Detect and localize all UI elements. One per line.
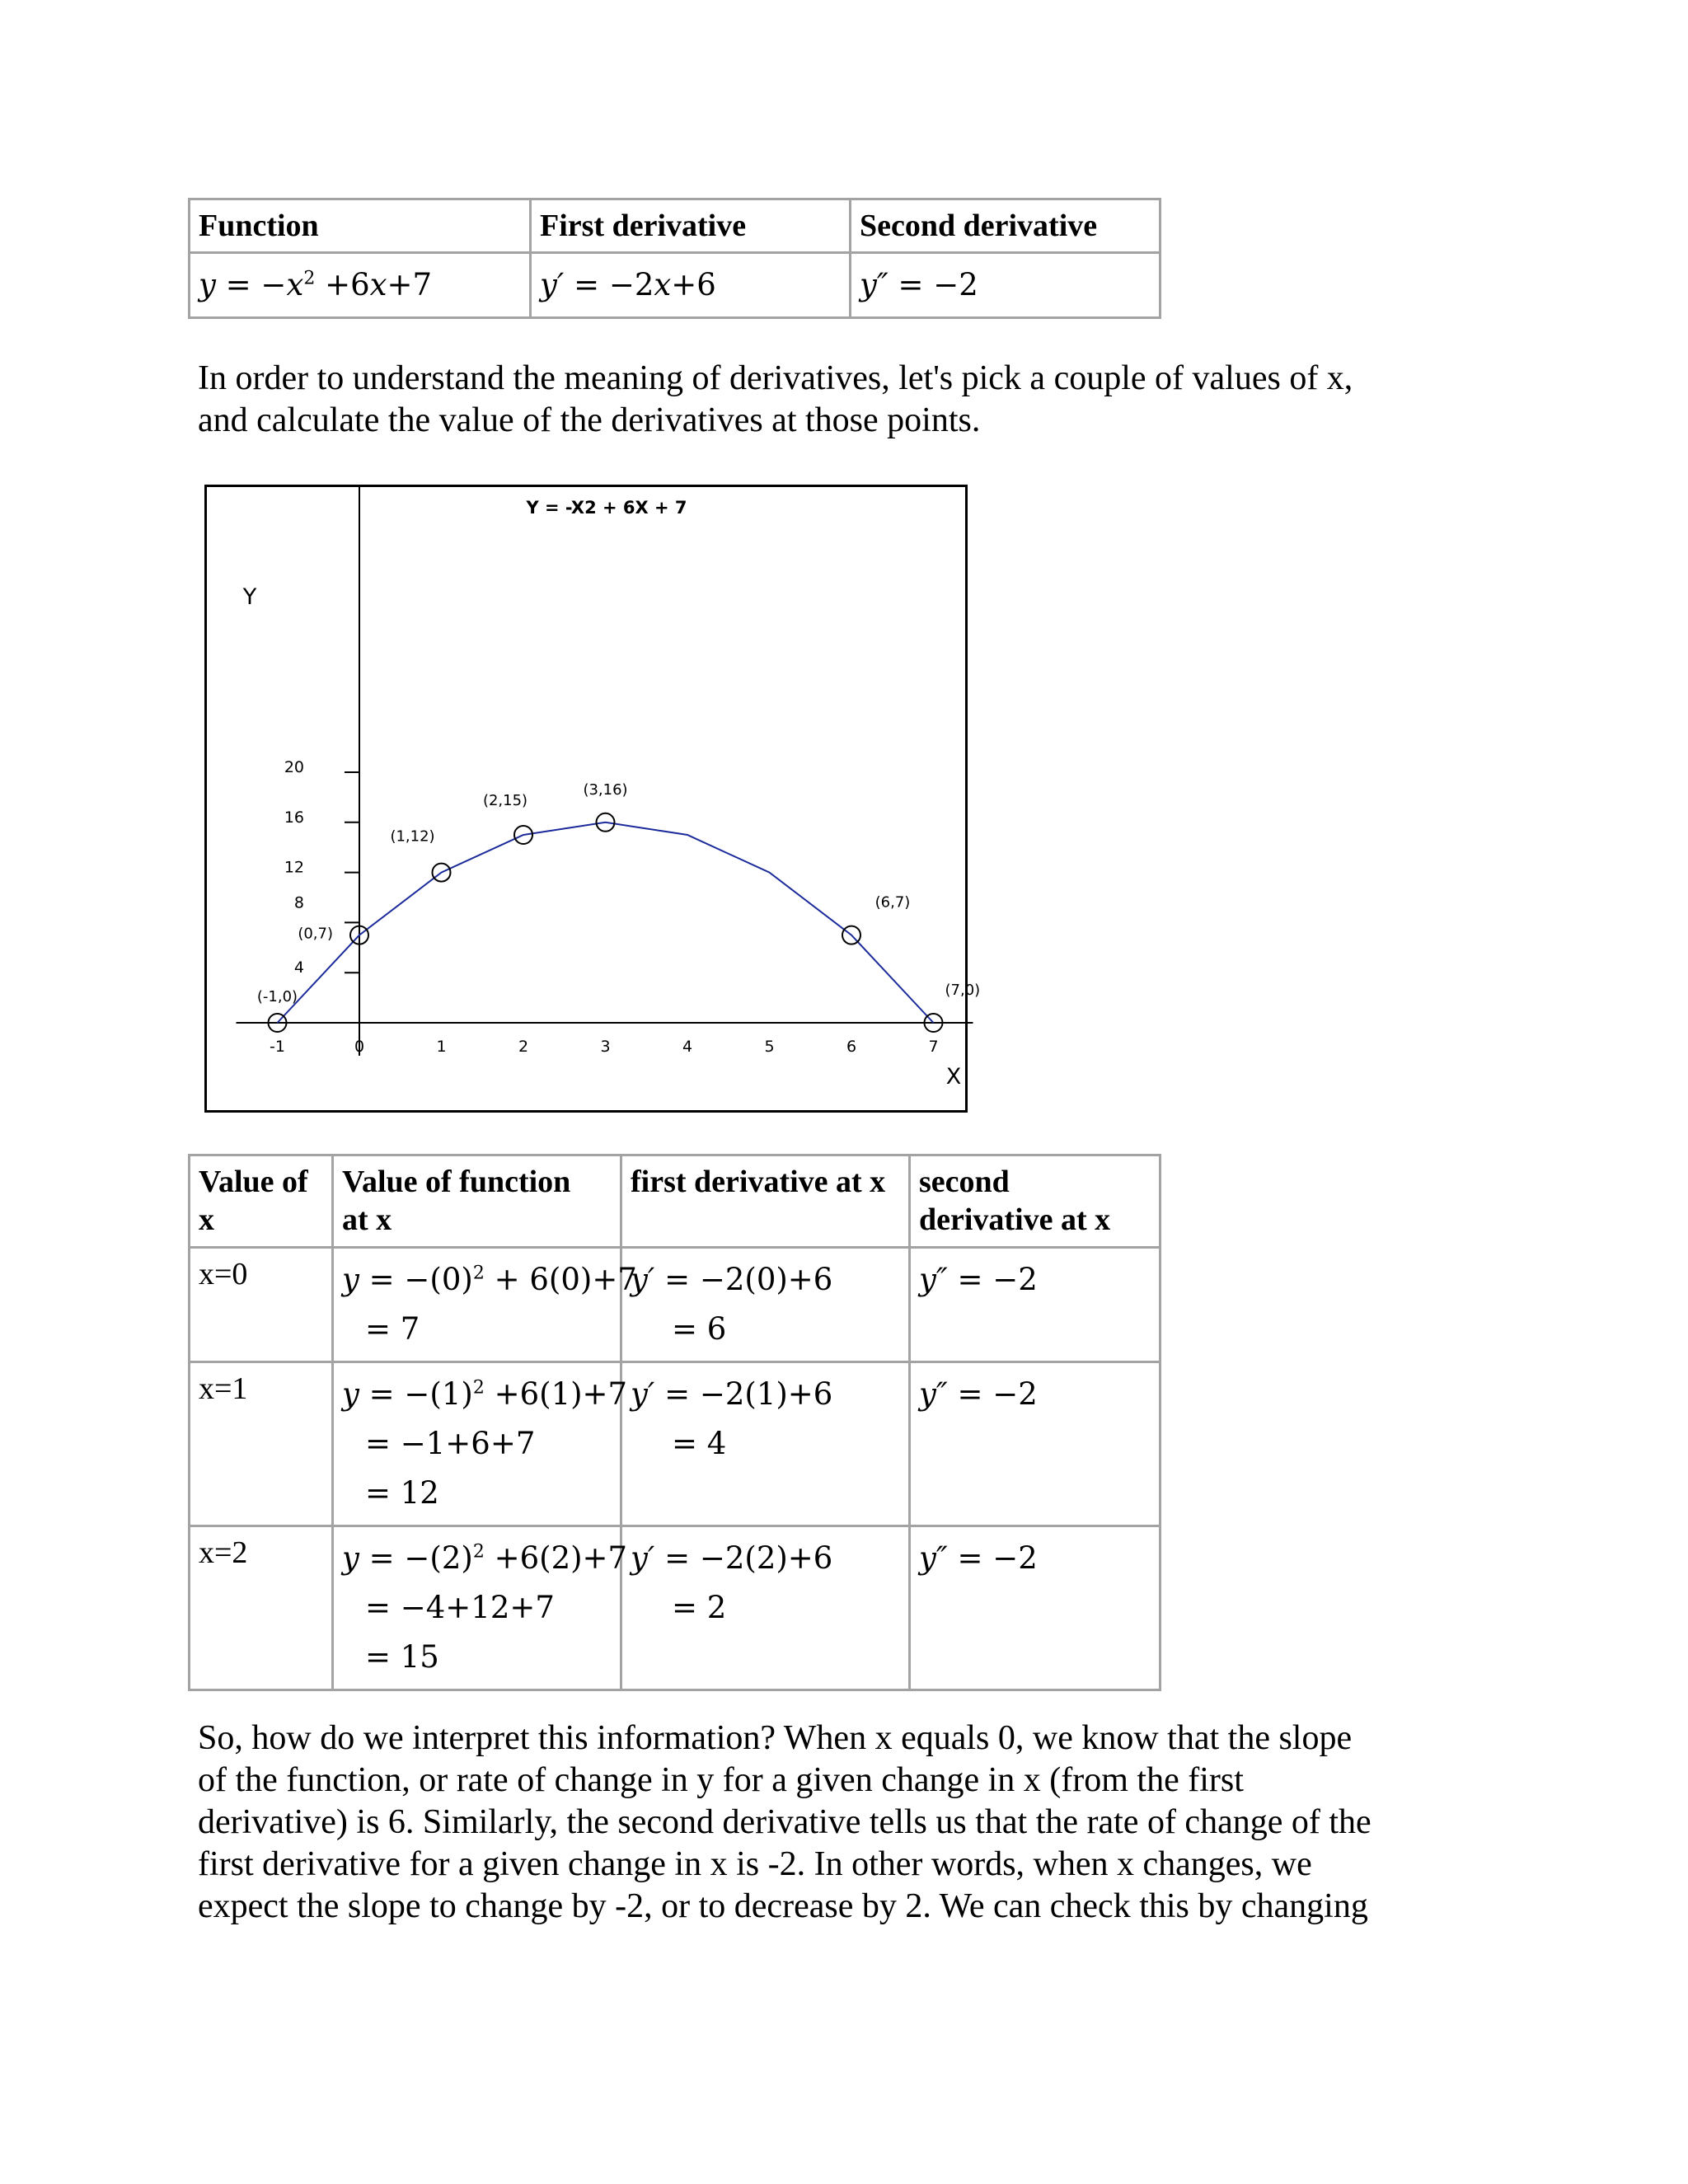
data-point-label: (2,15) xyxy=(482,792,528,809)
y-tick-label: 4 xyxy=(293,958,304,977)
derivatives-summary-table xyxy=(188,198,1161,319)
y-tick-label: 8 xyxy=(293,893,304,912)
header-first-derivative: First derivative xyxy=(531,199,851,253)
table-row xyxy=(190,1526,1160,1690)
second-derivative-value: y″ = −2 xyxy=(910,1526,1160,1690)
data-point-label: (1,12) xyxy=(390,827,435,846)
y-tick-label: 16 xyxy=(284,808,304,827)
chart-title: Y = -X2 + 6X + 7 xyxy=(526,498,687,518)
first-derivative-equation: y′ = −2x+6 xyxy=(531,253,851,318)
intro-line-1: In order to understand the meaning of derivatives, let's pick a couple of values of x, xyxy=(198,359,1353,397)
second-derivative-equation: y″ = −2 xyxy=(851,253,1160,318)
data-point-label: (3,16) xyxy=(583,780,628,799)
x-tick-label: 6 xyxy=(846,1038,857,1056)
x-tick-label: 5 xyxy=(764,1038,775,1056)
data-point-label: (6,7) xyxy=(874,893,911,912)
header-first-derivative-at-x: first derivative at x xyxy=(621,1155,910,1248)
table-row xyxy=(190,1248,1160,1362)
header-value-of-function: Value of function at x xyxy=(333,1155,621,1248)
y-axis-label: Y xyxy=(242,584,257,610)
parabola-chart xyxy=(204,485,981,1113)
values-table xyxy=(188,1154,1161,1691)
function-value: $y = -(0)^2 + 6(0)+7$ = 7 xyxy=(333,1248,621,1362)
parabola-chart-svg xyxy=(207,487,981,1110)
first-derivative-value: y′ = −2(0)+6 = 6 xyxy=(621,1248,910,1362)
interpretation-line-1: So, how do we interpret this information? When x equals 0, we know that the slope xyxy=(198,1719,1353,1757)
header-second-derivative: Second derivative xyxy=(851,199,1160,253)
function-equation: $y = -x^2 +6x+7$ xyxy=(190,253,531,318)
x-value: x=0 xyxy=(190,1248,333,1362)
interpretation-line-3: derivative) is 6. Similarly, the second derivative tells us that the rate of change of the xyxy=(198,1803,1372,1841)
data-point-label: (7,0) xyxy=(945,982,981,999)
header-function: Function xyxy=(190,199,531,253)
y-tick-label: 12 xyxy=(284,858,304,877)
header-second-derivative-at-x: second derivative at x xyxy=(910,1155,1160,1248)
x-value: x=2 xyxy=(190,1526,333,1690)
table-row xyxy=(190,1362,1160,1526)
second-derivative-value: y″ = −2 xyxy=(910,1248,1160,1362)
interpretation-line-5: expect the slope to change by -2, or to decrease by 2. We can check this by changing xyxy=(198,1887,1368,1925)
x-tick-label: 0 xyxy=(354,1038,365,1056)
x-tick-label: 4 xyxy=(682,1038,693,1056)
x-tick-label: 3 xyxy=(600,1038,611,1056)
interpretation-line-2: of the function, or rate of change in y for a given change in x (from the first xyxy=(198,1761,1244,1799)
x-tick-label: 7 xyxy=(928,1038,939,1056)
function-value: $y = -(2)^2 +6(2)+7$ = −4+12+7 = 15 xyxy=(333,1526,621,1690)
interpretation-paragraph xyxy=(198,1718,1372,1928)
parabola-line xyxy=(278,823,934,1023)
second-derivative-value: y″ = −2 xyxy=(910,1362,1160,1526)
function-value: $y = -(1)^2 +6(1)+7$ = −1+6+7 = 12 xyxy=(333,1362,621,1526)
intro-paragraph xyxy=(198,358,1353,442)
x-tick-label: 2 xyxy=(518,1038,529,1056)
data-point-label: (-1,0) xyxy=(256,988,298,1005)
x-tick-label: 1 xyxy=(436,1038,447,1056)
data-point-label: (0,7) xyxy=(298,925,333,943)
first-derivative-value: y′ = −2(2)+6 = 2 xyxy=(621,1526,910,1690)
x-tick-label: -1 xyxy=(270,1038,285,1056)
interpretation-line-4: first derivative for a given change in x is -2. In other words, when x changes, we xyxy=(198,1845,1312,1883)
intro-line-2: and calculate the value of the derivatives at those points. xyxy=(198,401,981,439)
x-axis-label: X xyxy=(945,1064,962,1090)
header-value-of-x: Value of x xyxy=(190,1155,333,1248)
first-derivative-value: y′ = −2(1)+6 = 4 xyxy=(621,1362,910,1526)
y-tick-label: 20 xyxy=(284,758,304,776)
x-value: x=1 xyxy=(190,1362,333,1526)
